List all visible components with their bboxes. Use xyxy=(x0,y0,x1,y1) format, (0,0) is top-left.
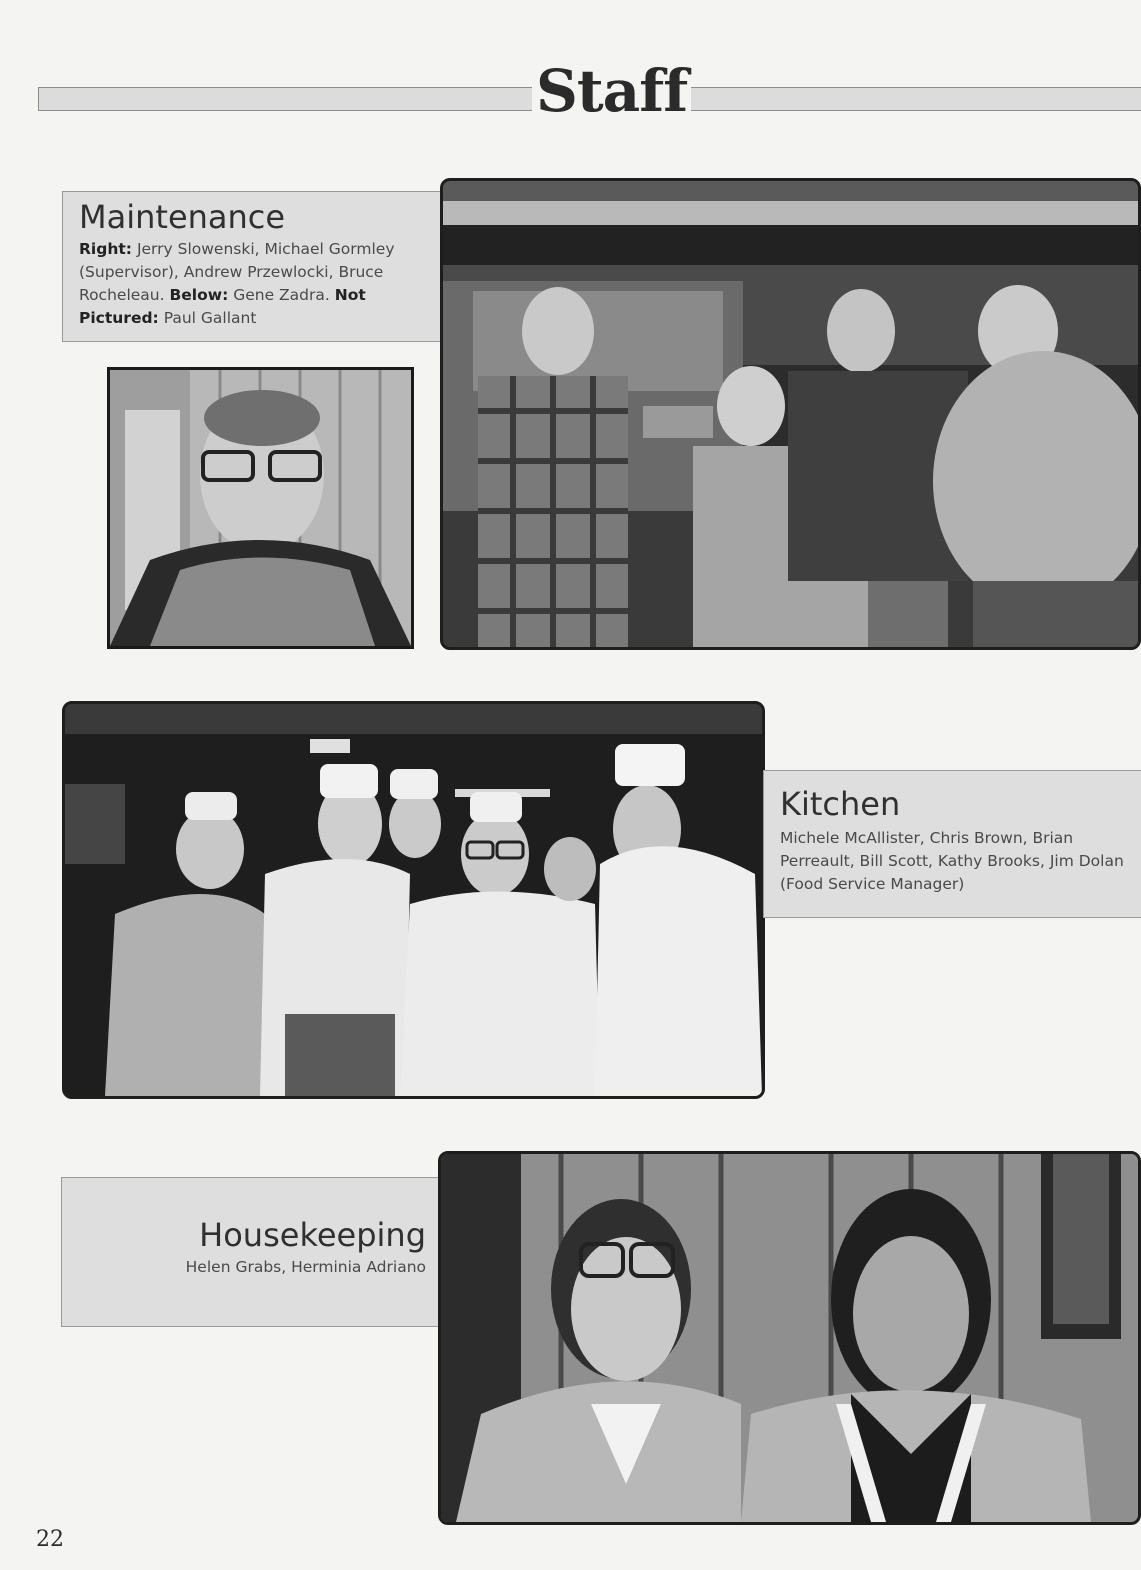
kitchen-photo xyxy=(62,701,765,1099)
maintenance-single-photo-image xyxy=(110,370,411,646)
housekeeping-text: Helen Grabs, Herminia Adriano xyxy=(185,1258,426,1276)
kitchen-heading: Kitchen xyxy=(780,785,901,823)
not-pictured-names: Paul Gallant xyxy=(163,309,257,327)
kitchen-caption xyxy=(763,770,1141,918)
maintenance-group-photo-image xyxy=(443,181,1141,650)
housekeeping-caption xyxy=(61,1177,441,1327)
not-pictured-label: Not Pictured: xyxy=(79,286,366,327)
maintenance-caption xyxy=(62,191,442,342)
below-label: Below: xyxy=(169,286,229,304)
kitchen-text: Michele McAllister, Chris Brown, Brian Perreault, Bill Scott, Kathy Brooks, Jim Dolan (Food Service Manager) xyxy=(780,829,1124,893)
housekeeping-photo xyxy=(438,1151,1141,1525)
maintenance-heading: Maintenance xyxy=(79,198,286,236)
page-title: Staff xyxy=(532,58,691,124)
maintenance-group-photo xyxy=(440,178,1141,650)
housekeeping-photo-image xyxy=(441,1154,1138,1522)
maintenance-single-photo xyxy=(107,367,414,649)
page-number: 22 xyxy=(36,1527,64,1552)
housekeeping-heading: Housekeeping xyxy=(199,1216,426,1254)
kitchen-photo-image xyxy=(65,704,762,1096)
maintenance-text xyxy=(79,238,429,330)
below-names: Gene Zadra. xyxy=(233,286,330,304)
right-label: Right: xyxy=(79,240,132,258)
right-names: Jerry Slowenski, Michael Gormley (Supervisor), Andrew Przewlocki, Bruce Rocheleau. xyxy=(79,240,395,304)
